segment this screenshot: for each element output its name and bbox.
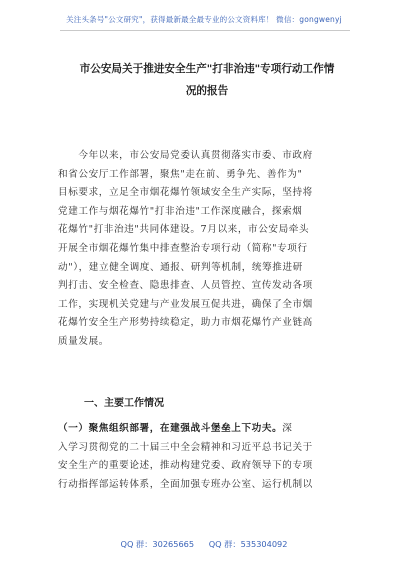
text-line: 花爆竹"打非治违"共同体建设。7月以来，市公安局牵头 [58, 224, 310, 236]
qq-group-1: QQ 群：30265665 [120, 539, 195, 549]
title-line: 市公安局关于推进安全生产"打非治违"专项行动工作情 [79, 63, 335, 75]
text-line: 质量发展。 [58, 335, 109, 347]
text-line: 目标要求，立足全市烟花爆竹领域安全生产实际，坚持将 [58, 187, 313, 199]
title-line: 况的报告 [185, 85, 229, 97]
text-fragment: 深 [282, 423, 293, 434]
text-line: 判打击、安全检查、隐患排查、人员管控、宣传发动各项 [58, 280, 313, 292]
text-line: 党建工作与烟花爆竹"打非治违"工作深度融合，探索烟 [58, 205, 303, 217]
text-line: 行动指挥部运转体系，全面加强专班办公室、运行机制以 [58, 478, 313, 490]
section-heading: 一、主要工作情况 [84, 398, 164, 409]
intro-paragraph [58, 147, 356, 352]
text-line: 开展全市烟花爆竹集中排查整治专项行动（简称"专项行 [58, 242, 308, 254]
header-note: 关注头条号"公文研究"，获得最新最全最专业的公文资料库！ 微信：gongwenyj [66, 15, 342, 24]
text-line: 入学习贯彻党的二十届三中全会精神和习近平总书记关于 [58, 441, 313, 453]
text-line: 工作，实现机关党建与产业发展互促共进，确保了全市烟 [58, 298, 313, 310]
header-divider [60, 30, 350, 31]
page-footer [0, 539, 408, 550]
sub-heading: （一）聚焦组织部署，在建强战斗堡垒上下功夫。 [58, 423, 283, 434]
text-line: 花爆竹安全生产形势持续稳定，助力市烟花爆竹产业链高 [58, 317, 313, 329]
text-line: 和省公安厅工作部署，聚焦"走在前、勇争先、善作为" [58, 168, 303, 180]
text-line: 今年以来，市公安局党委认真贯彻落实市委、市政府 [58, 150, 313, 161]
document-title [52, 58, 362, 102]
section-paragraph [58, 420, 356, 494]
text-line: 动"），建立健全调度、通报、研判等机制，统筹推进研 [58, 261, 303, 273]
text-line: 安全生产的重要论述，推动构建党委、政府领导下的专项 [58, 460, 313, 472]
qq-group-2: QQ 群：535304092 [208, 539, 288, 549]
text-line [58, 420, 356, 439]
